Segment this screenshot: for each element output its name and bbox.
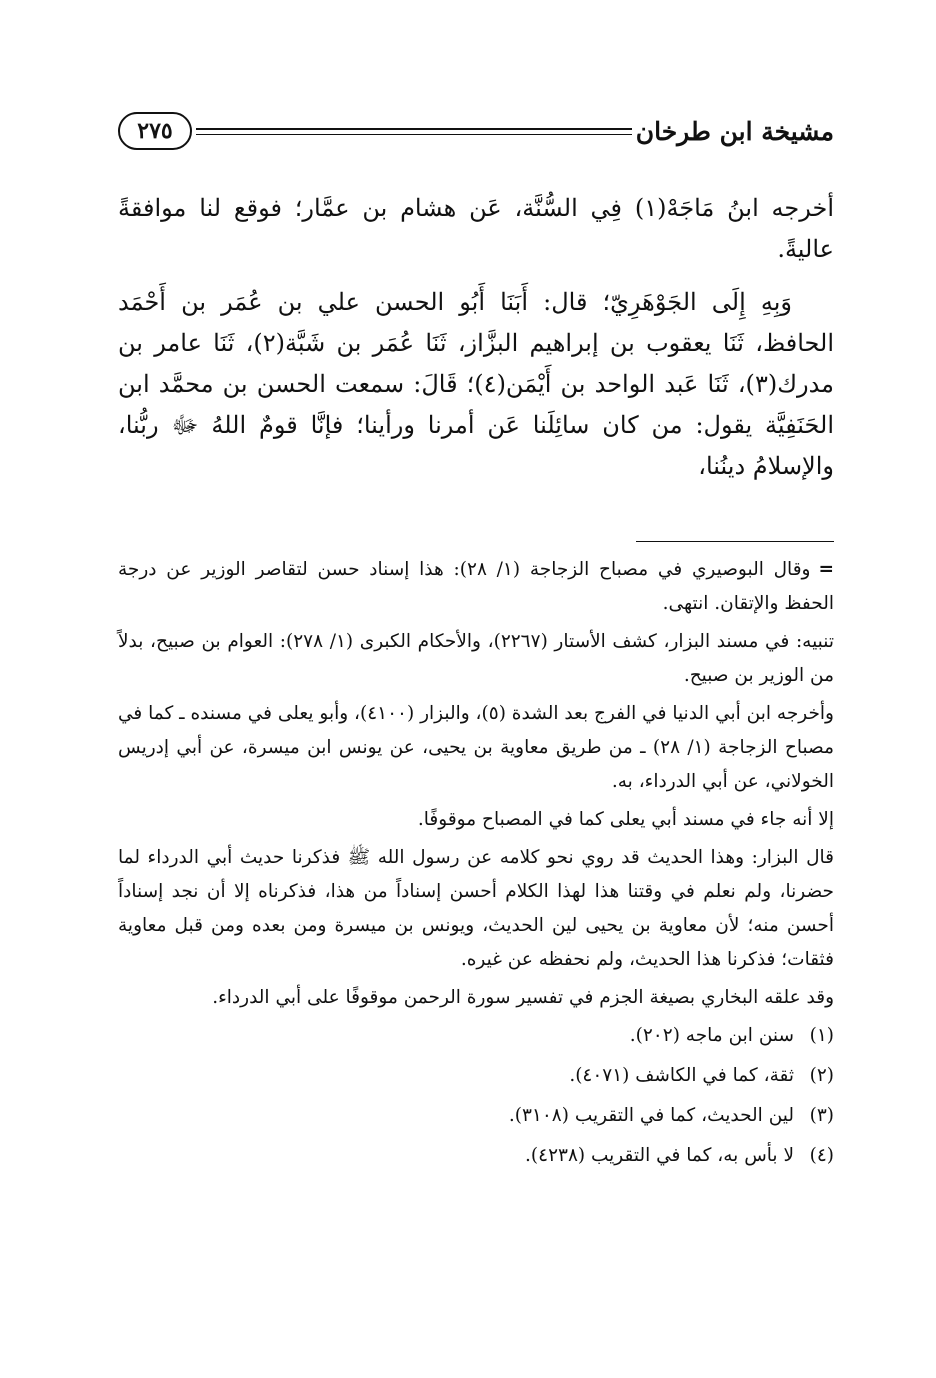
main-paragraph-1: أخرجه ابنُ مَاجَهْ(١) فِي السُّنَّة، عَن هشام بن عمَّار؛ فوقع لنا موافقةً عاليةً. (118, 194, 834, 263)
running-header (118, 108, 834, 154)
footnote-paragraph: وأخرجه ابن أبي الدنيا في الفرج بعد الشدة (٥)، والبزار (٤١٠٠)، وأبو يعلى في مسنده ـ كما في مصباح الزجاجة (١/ ٢٨) ـ من طريق معاوية بن يحيى، عن يونس ابن ميسرة، عن أبي إدريس الخولاني، عن أبي الدرداء، به. (118, 703, 834, 792)
footnotes-section (118, 553, 834, 1179)
footnote-text: لا بأس به، كما في التقريب (٤٢٣٨). (525, 1145, 794, 1166)
footnote-number: (٣) (809, 1105, 834, 1126)
footnote-paragraph-text: وقال البوصيري في مصباح الزجاجة (١/ ٢٨): هذا إسناد حسن لتقاصر الوزير عن درجة الحفظ والإتقان. انتهى. (118, 559, 834, 614)
footnote-paragraph (118, 553, 834, 621)
book-title: مشيخة ابن طرخان (635, 116, 834, 146)
footnote-1 (118, 1019, 834, 1053)
main-text (118, 188, 834, 499)
header-rule (196, 128, 632, 135)
footnote-number: (١) (809, 1025, 834, 1046)
footnote-text: لين الحديث، كما في التقريب (٣١٠٨). (508, 1105, 794, 1126)
continuation-mark: = (818, 559, 834, 580)
footnote-text: سنن ابن ماجه (٢٠٢). (629, 1025, 794, 1046)
main-paragraph-2: وَبِهِ إِلَى الجَوْهَرِيّ؛ قال: أَبَنَا أَبُو الحسن علي بن عُمَر بن أَحْمَد الحافظ، ثَنَا يعقوب بن إبراهيم البزَّاز، ثَنَا عُمَر بن شَبَّة(٢)، ثَنَا عامر بن مدرك(٣)، ثَنَا عَبد الواحد بن أَيْمَن(٤)؛ قَالَ: سمعت الحسن بن محمَّد ابن الحَنَفِيَّة يقول: من كان سائِلَنا عَن أمرنا ورأينا؛ فإنَّا قومٌ اللهُ ﷻ ربُّنا، والإسلامُ دينُنا، (118, 288, 835, 480)
page-number-badge: ٢٧٥ (118, 112, 192, 150)
numbered-footnotes (118, 1019, 834, 1173)
footnote-4 (118, 1139, 834, 1173)
footnote-separator (636, 541, 834, 542)
footnote-3 (118, 1099, 834, 1133)
footnote-paragraph: إلا أنه جاء في مسند أبي يعلى كما في المصباح موقوفًا. (417, 809, 834, 830)
footnote-number: (٢) (809, 1065, 834, 1086)
footnote-number: (٤) (809, 1145, 834, 1166)
footnote-text: ثقة، كما في الكاشف (٤٠٧١). (569, 1065, 794, 1086)
footnote-paragraph: قال البزار: وهذا الحديث قد روي نحو كلامه عن رسول الله ﷺ فذكرنا حديث أبي الدرداء لما حضرنا، ولم نعلم في وقتنا هذا لهذا الكلام أحسن إسناداً من هذا، فذكرناه إلا أن نجد إسناداً أحسن منه؛ لأن معاوية بن يحيى لين الحديث، ويونس بن ميسرة ومن بعده ومن قبل معاوية فثقات؛ فذكرنا هذا الحديث، ولم نحفظه عن غيره. (118, 847, 834, 970)
footnote-2 (118, 1059, 834, 1093)
footnote-paragraph: تنبيه: في مسند البزار، كشف الأستار (٢٢٦٧)، والأحكام الكبرى (١/ ٢٧٨): العوام بن صبيح، بدلاً من الوزير بن صبيح. (118, 631, 834, 686)
footnote-paragraph: وقد علقه البخاري بصيغة الجزم في تفسير سورة الرحمن موقوفًا على أبي الدرداء. (212, 987, 834, 1008)
